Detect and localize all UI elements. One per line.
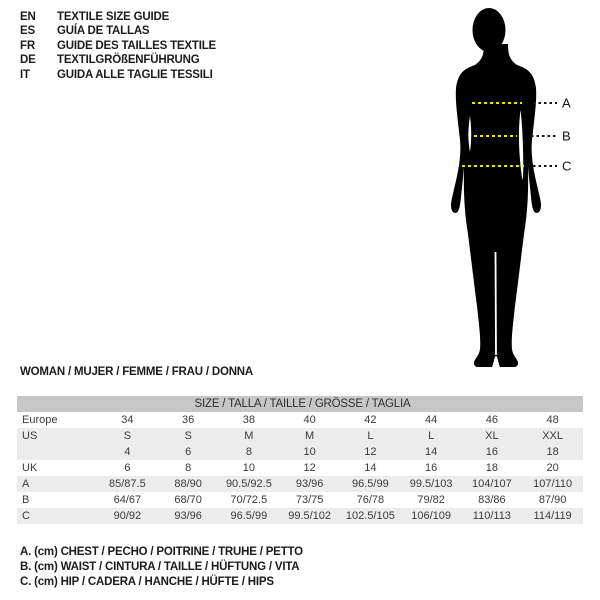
size-cell: 10 xyxy=(242,462,255,474)
size-cell: M xyxy=(244,430,254,442)
language-label: TEXTILE SIZE GUIDE xyxy=(57,11,170,23)
size-cell: 34 xyxy=(121,414,134,426)
language-code: EN xyxy=(20,11,36,23)
table-header-row xyxy=(17,396,583,412)
language-code: FR xyxy=(20,39,35,52)
size-cell: 16 xyxy=(485,446,498,458)
size-cell: S xyxy=(123,430,132,442)
size-cell: 88/90 xyxy=(174,478,202,490)
size-cell: 83/86 xyxy=(478,494,506,506)
size-cell: 87/90 xyxy=(538,494,567,506)
size-cell: 12 xyxy=(364,446,377,458)
size-cell: L xyxy=(367,430,374,442)
language-label: GUÍA DE TALLAS xyxy=(57,25,150,38)
table-row xyxy=(17,444,583,460)
legend-line: A. (cm) CHEST / PECHO / POITRINE / TRUHE / PETTO xyxy=(20,546,303,558)
table-row xyxy=(17,460,583,476)
size-cell: 18 xyxy=(485,462,498,474)
section-title: WOMAN / MUJER / FEMME / FRAU / DONNA xyxy=(20,366,254,378)
size-table-body xyxy=(17,412,583,524)
row-label: UK xyxy=(22,462,38,474)
size-cell: 48 xyxy=(546,414,559,426)
size-cell: 14 xyxy=(425,446,438,458)
size-cell: 79/82 xyxy=(417,494,445,506)
table-row xyxy=(17,508,583,524)
size-cell: 38 xyxy=(242,414,255,426)
language-list xyxy=(20,10,216,82)
table-row xyxy=(17,476,583,492)
row-label xyxy=(17,444,97,460)
size-table xyxy=(17,396,583,524)
size-cell: 42 xyxy=(364,414,377,426)
language-row xyxy=(20,10,216,24)
size-cell: 8 xyxy=(185,462,192,474)
language-label: GUIDE DES TAILLES TEXTILE xyxy=(57,39,216,52)
table-row xyxy=(17,412,583,428)
size-cell: 18 xyxy=(546,446,559,458)
language-label: TEXTILGRÖßENFÜHRUNG xyxy=(57,54,200,67)
size-cell: 20 xyxy=(546,462,559,474)
size-cell: 93/96 xyxy=(295,478,324,490)
row-label: US xyxy=(22,430,38,442)
size-cell: 76/78 xyxy=(356,494,385,506)
size-cell: 68/70 xyxy=(174,494,202,506)
legend-line: C. (cm) HIP / CADERA / HANCHE / HÜFTE / HIPS xyxy=(20,576,274,588)
legend-line: B. (cm) WAIST / CINTURA / TAILLE / HÜFTUNG / VITA xyxy=(20,561,300,573)
woman-silhouette-svg xyxy=(400,0,600,380)
size-cell: 64/67 xyxy=(113,494,142,506)
language-code: ES xyxy=(20,25,35,38)
size-cell: 104/107 xyxy=(471,478,512,490)
size-cell: 10 xyxy=(303,446,316,458)
measure-legend xyxy=(20,545,303,590)
size-cell: XXL xyxy=(542,430,564,442)
size-cell: 8 xyxy=(245,446,252,458)
language-code: DE xyxy=(20,54,36,67)
size-cell: 85/87.5 xyxy=(109,478,146,490)
size-cell: 46 xyxy=(485,414,498,426)
row-label: A xyxy=(22,478,30,490)
size-cell: 107/110 xyxy=(533,478,573,490)
language-row xyxy=(20,68,216,82)
size-cell: 106/109 xyxy=(411,510,451,522)
size-cell: M xyxy=(305,430,315,442)
woman-silhouette-figure xyxy=(400,0,600,380)
size-cell: 6 xyxy=(185,446,192,458)
size-cell: 96.5/99 xyxy=(230,510,268,522)
measure-label-c: C xyxy=(562,158,572,174)
language-row xyxy=(20,39,216,53)
size-cell: 12 xyxy=(303,462,316,474)
size-cell: 114/119 xyxy=(533,510,572,522)
size-cell: XL xyxy=(485,430,499,442)
size-cell: 14 xyxy=(364,462,377,474)
leg-gap xyxy=(496,252,497,355)
language-row xyxy=(20,53,216,67)
size-cell: 40 xyxy=(303,414,316,426)
size-cell: 93/96 xyxy=(174,510,202,522)
measure-label-b: B xyxy=(562,128,571,144)
size-cell: S xyxy=(184,430,192,442)
measure-label-a: A xyxy=(562,95,571,111)
size-cell: 90/92 xyxy=(113,510,142,522)
row-label: B xyxy=(22,494,30,506)
table-row xyxy=(17,492,583,508)
size-cell: 73/75 xyxy=(295,494,324,506)
size-cell: L xyxy=(428,430,435,442)
size-cell: 102.5/105 xyxy=(345,510,395,522)
size-cell: 44 xyxy=(425,414,438,426)
size-cell: 90.5/92.5 xyxy=(225,478,272,490)
size-cell: 99.5/102 xyxy=(288,510,332,522)
size-cell: 99.5/103 xyxy=(409,478,453,490)
table-row xyxy=(17,428,583,444)
language-code: IT xyxy=(20,68,30,81)
row-label: C xyxy=(22,510,30,522)
table-header-label: SIZE / TALLA / TAILLE / GRÖSSE / TAGLIA xyxy=(17,396,583,412)
row-label: Europe xyxy=(22,414,58,426)
size-cell: 4 xyxy=(124,446,131,458)
size-cell: 110/113 xyxy=(472,510,511,522)
language-row xyxy=(20,24,216,38)
size-cell: 36 xyxy=(182,414,195,426)
language-label: GUIDA ALLE TAGLIE TESSILI xyxy=(57,68,213,81)
size-cell: 16 xyxy=(425,462,438,474)
size-cell: 70/72.5 xyxy=(230,494,268,506)
size-cell: 96.5/99 xyxy=(352,478,389,490)
size-cell: 6 xyxy=(124,462,131,474)
